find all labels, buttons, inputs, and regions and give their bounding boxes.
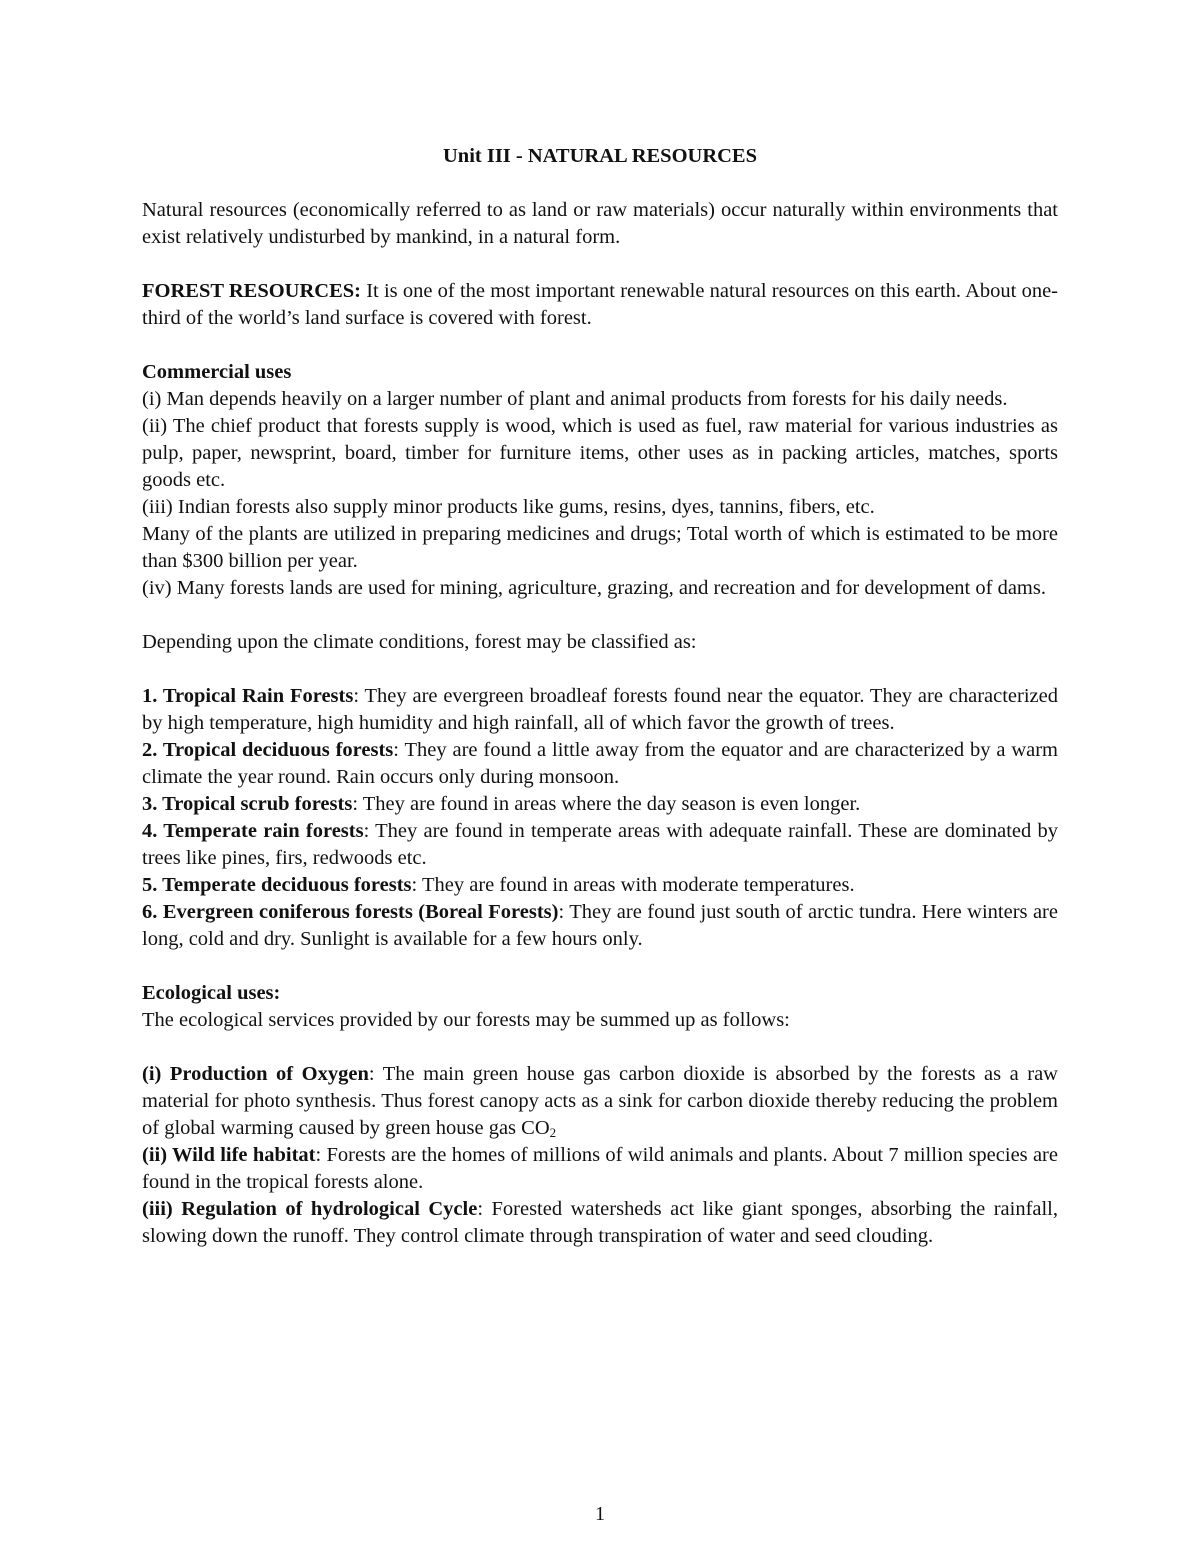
spacer [142, 953, 1058, 980]
forest-type-label: 2. Tropical deciduous forests [142, 739, 394, 761]
forest-type-item [142, 683, 1058, 737]
commercial-item: (iii) Indian forests also supply minor products like gums, resins, dyes, tannins, fibers, etc. [142, 496, 875, 518]
ecological-item [142, 1142, 1058, 1196]
ecological-item [142, 1061, 1058, 1142]
spacer [142, 251, 1058, 278]
ecological-item-text: : The main green house gas carbon dioxide is absorbed by the forests as a raw material for photo synthesis. Thus forest canopy acts as a sink for carbon dioxide thereby reducing the problem of global warming caused by green house gas CO [142, 1063, 1058, 1139]
forest-type-item [142, 791, 1058, 818]
forest-type-text: : They are found in areas with moderate temperatures. [411, 874, 855, 896]
commercial-item: Many of the plants are utilized in preparing medicines and drugs; Total worth of which is estimated to be more than $300 billion per year. [142, 523, 1058, 572]
forest-type-text: : They are found in temperate areas with adequate rainfall. These are dominated by trees like pines, firs, redwoods etc. [142, 820, 1058, 869]
spacer [142, 656, 1058, 683]
commercial-item: (iv) Many forests lands are used for mining, agriculture, grazing, and recreation and for development of dams. [142, 577, 1046, 599]
ecological-uses-heading-text: Ecological uses: [142, 982, 281, 1004]
forest-type-item [142, 872, 1058, 899]
commercial-item: (ii) The chief product that forests supply is wood, which is used as fuel, raw material for various industries as pulp, paper, newsprint, board, timber for furniture items, other uses as in packing articles, matches, sports goods etc. [142, 415, 1058, 491]
forest-type-label: 1. Tropical Rain Forests [142, 685, 354, 707]
forest-type-label: 6. Evergreen coniferous forests (Boreal Forests) [142, 901, 559, 923]
forest-type-text: : They are found just south of arctic tundra. Here winters are long, cold and dry. Sunlight is available for a few hours only. [142, 901, 1058, 950]
commercial-item: (i) Man depends heavily on a larger number of plant and animal products from forests for his daily needs. [142, 388, 1008, 410]
forest-type-text: : They are found in areas where the day season is even longer. [352, 793, 861, 815]
forest-resources-label: FOREST RESOURCES: [142, 280, 362, 302]
ecological-item-text: : Forests are the homes of millions of wild animals and plants. About 7 million species are found in the tropical forests alone. [142, 1144, 1058, 1193]
ecological-item-label: (iii) Regulation of hydrological Cycle [142, 1198, 478, 1220]
forest-type-label: 4. Temperate rain forests [142, 820, 364, 842]
forest-type-item [142, 899, 1058, 953]
ecological-item-text: : Forested watersheds act like giant sponges, absorbing the rainfall, slowing down the runoff. They control climate through transpiration of water and seed clouding. [142, 1198, 1059, 1247]
ecological-item [142, 1196, 1058, 1250]
forest-type-item [142, 737, 1058, 791]
spacer [142, 332, 1058, 359]
ecological-intro: The ecological services provided by our forests may be summed up as follows: [142, 1009, 790, 1031]
document-page [142, 143, 1058, 1250]
forest-type-label: 3. Tropical scrub forests [142, 793, 353, 815]
classification-intro: Depending upon the climate conditions, forest may be classified as: [142, 631, 697, 653]
commercial-uses-heading [142, 359, 1058, 386]
forest-type-text: : They are evergreen broadleaf forests found near the equator. They are characterized by high temperature, high humidity and high rainfall, all of which favor the growth of trees. [142, 685, 1059, 734]
ecological-uses-heading [142, 980, 1058, 1007]
forest-resources-paragraph [142, 278, 1058, 332]
page-number: 1 [595, 1503, 605, 1525]
page-title: Unit III - NATURAL RESOURCES [442, 145, 758, 167]
ecological-item-label: (ii) Wild life habitat [142, 1144, 316, 1166]
spacer [142, 602, 1058, 629]
subscript-2: 2 [549, 1125, 557, 1140]
commercial-uses-heading-text: Commercial uses [142, 361, 292, 383]
forest-resources-text: It is one of the most important renewable natural resources on this earth. About one-third of the world’s land surface is covered with forest. [142, 280, 1059, 329]
forest-type-text: : They are found a little away from the equator and are characterized by a warm climate the year round. Rain occurs only during monsoon. [142, 739, 1058, 788]
spacer [142, 1034, 1058, 1061]
intro-paragraph: Natural resources (economically referred to as land or raw materials) occur naturally within environments that exist relatively undisturbed by mankind, in a natural form. [142, 199, 1058, 248]
forest-type-item [142, 818, 1058, 872]
forest-type-label: 5. Temperate deciduous forests [142, 874, 412, 896]
ecological-item-label: (i) Production of Oxygen [142, 1063, 369, 1085]
